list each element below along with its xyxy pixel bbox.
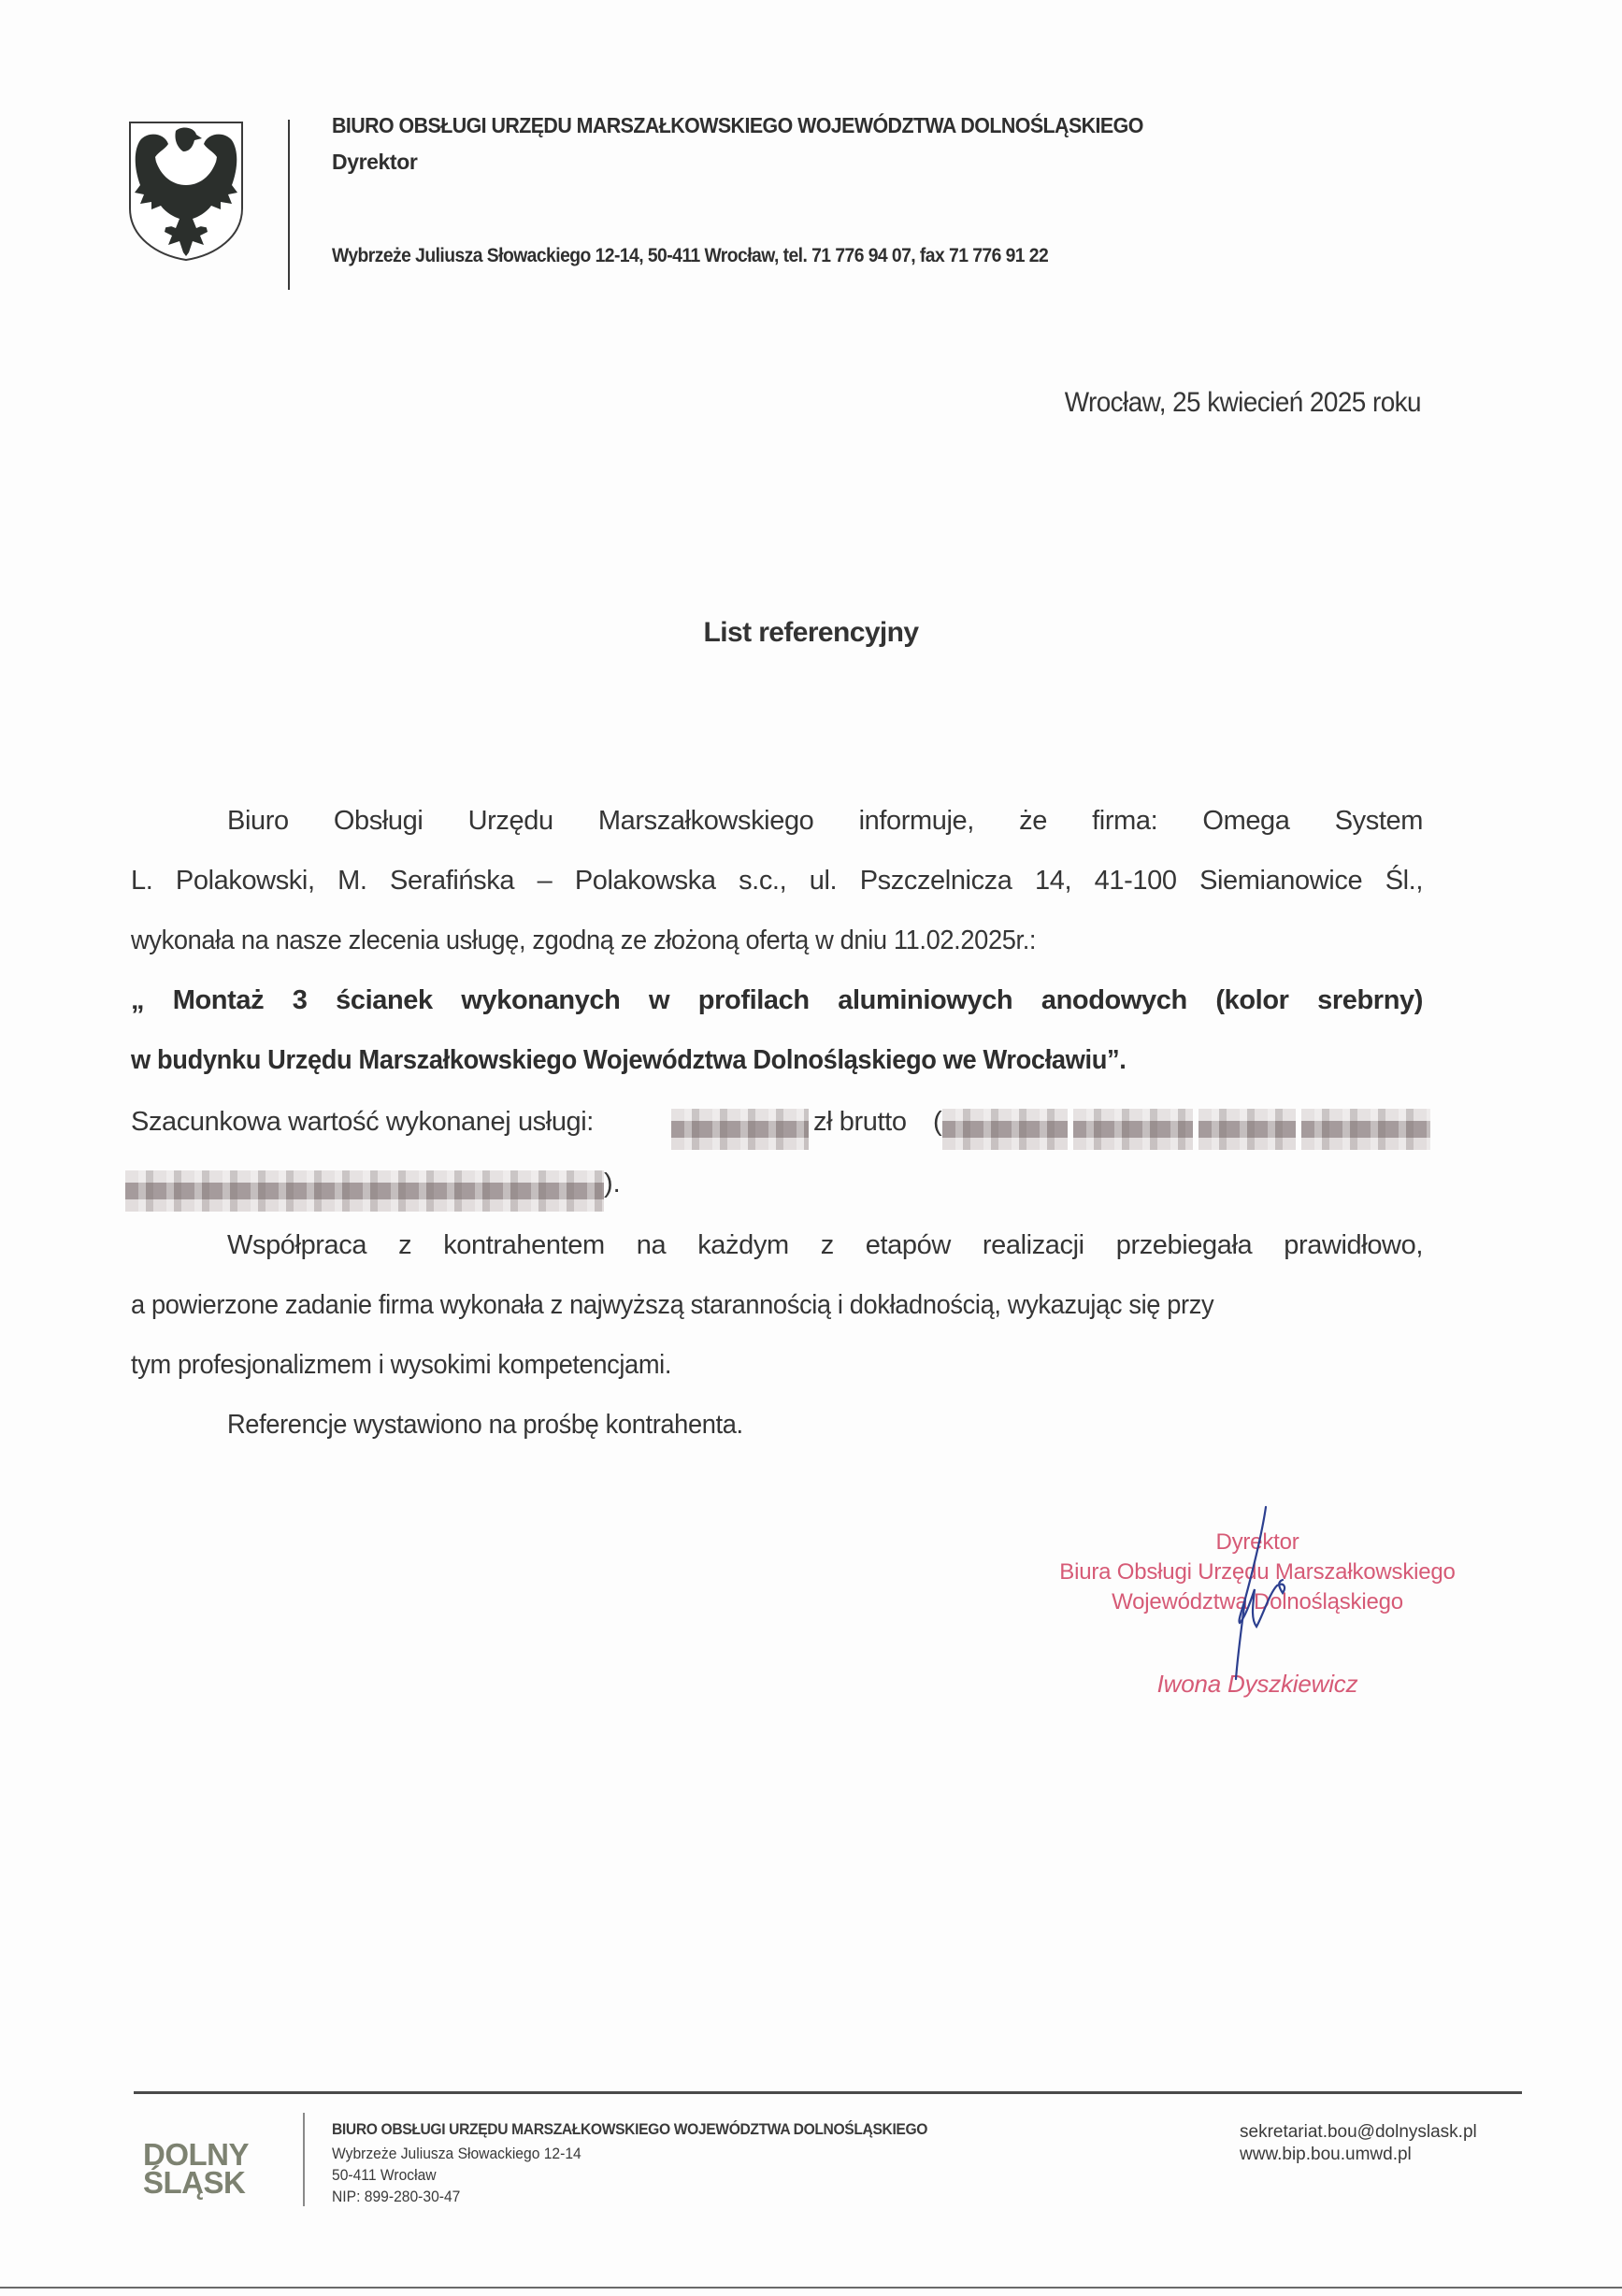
paragraph-1-line-1: Biuro Obsługi Urzędu Marszałkowskiego informuje, że firma: Omega System (227, 806, 1423, 836)
footer-website-link[interactable]: www.bip.bou.umwd.pl (1240, 2145, 1412, 2164)
dolny-slask-logo (143, 2137, 274, 2200)
value-open-paren: ( (933, 1107, 942, 1137)
quote-line-2: w budynku Urzędu Marszałkowskiego Województwa Dolnośląskiego we Wrocławiu”. (131, 1045, 1127, 1075)
lower-silesia-crest-icon (127, 120, 245, 262)
footer-email-link[interactable]: sekretariat.bou@dolnyslask.pl (1240, 2122, 1477, 2142)
header-organization: BIURO OBSŁUGI URZĘDU MARSZAŁKOWSKIEGO WOJEWÓDZTWA DOLNOŚLĄSKIEGO (332, 113, 1143, 137)
quote-line-1: „ Montaż 3 ścianek wykonanych w profilach aluminiowych anodowych (kolor srebrny) (131, 985, 1423, 1015)
value-close: ). (604, 1169, 621, 1198)
value-label: Szacunkowa wartość wykonanej usługi: (131, 1107, 594, 1137)
footer-city: 50-411 Wrocław (332, 2166, 437, 2184)
header-divider (288, 120, 290, 290)
page-bottom-edge (0, 2287, 1622, 2289)
redacted-amount-words (125, 1170, 604, 1212)
header-address: Wybrzeże Juliusza Słowackiego 12-14, 50-411 Wrocław, tel. 71 776 94 07, fax 71 776 91 22 (332, 245, 1049, 266)
redacted-amount-words (1301, 1109, 1430, 1150)
header-position: Dyrektor (332, 150, 418, 174)
paragraph-3: Referencje wystawiono na prośbę kontrahenta. (227, 1410, 743, 1440)
redacted-amount (671, 1109, 809, 1150)
paragraph-1-line-2: L. Polakowski, M. Serafińska – Polakowska s.c., ul. Pszczelnicza 14, 41-100 Siemianowice Śl., (131, 866, 1423, 896)
paragraph-2-line-2: a powierzone zadanie firma wykonała z najwyższą starannością i dokładnością, wykazując się przy (131, 1290, 1214, 1320)
handwritten-signature-icon (1197, 1496, 1328, 1692)
footer-separator (303, 2113, 305, 2206)
document-title: List referencyjny (703, 617, 919, 648)
redacted-amount-words (942, 1109, 1068, 1150)
paragraph-2-line-1: Współpraca z kontrahentem na każdym z etapów realizacji przebiegała prawidłowo, (227, 1230, 1423, 1260)
letter-date: Wrocław, 25 kwiecień 2025 roku (1064, 387, 1421, 418)
footer-divider (134, 2091, 1522, 2094)
logo-line-2: ŚLĄSK (143, 2165, 246, 2200)
value-currency: zł brutto (813, 1107, 907, 1137)
logo-line-1: DOLNY (143, 2137, 249, 2172)
redacted-amount-words (1199, 1109, 1296, 1150)
stamp-position: Dyrektor (1215, 1529, 1299, 1555)
footer-organization: BIURO OBSŁUGI URZĘDU MARSZAŁKOWSKIEGO WOJEWÓDZTWA DOLNOŚLĄSKIEGO (332, 2120, 928, 2138)
footer-street: Wybrzeże Juliusza Słowackiego 12-14 (332, 2145, 581, 2162)
stamp-signatory-name: Iwona Dyszkiewicz (1156, 1670, 1358, 1698)
stamp-region: Województwa Dolnośląskiego (1112, 1589, 1403, 1614)
paragraph-1-line-3: wykonała na nasze zlecenia usługę, zgodną ze złożoną ofertą w dniu 11.02.2025r.: (131, 926, 1037, 955)
redacted-amount-words (1073, 1109, 1193, 1150)
stamp-office: Biura Obsługi Urzędu Marszałkowskiego (1059, 1559, 1456, 1585)
footer-nip: NIP: 899-280-30-47 (332, 2188, 461, 2205)
paragraph-2-line-3: tym profesjonalizmem i wysokimi kompetencjami. (131, 1350, 672, 1380)
